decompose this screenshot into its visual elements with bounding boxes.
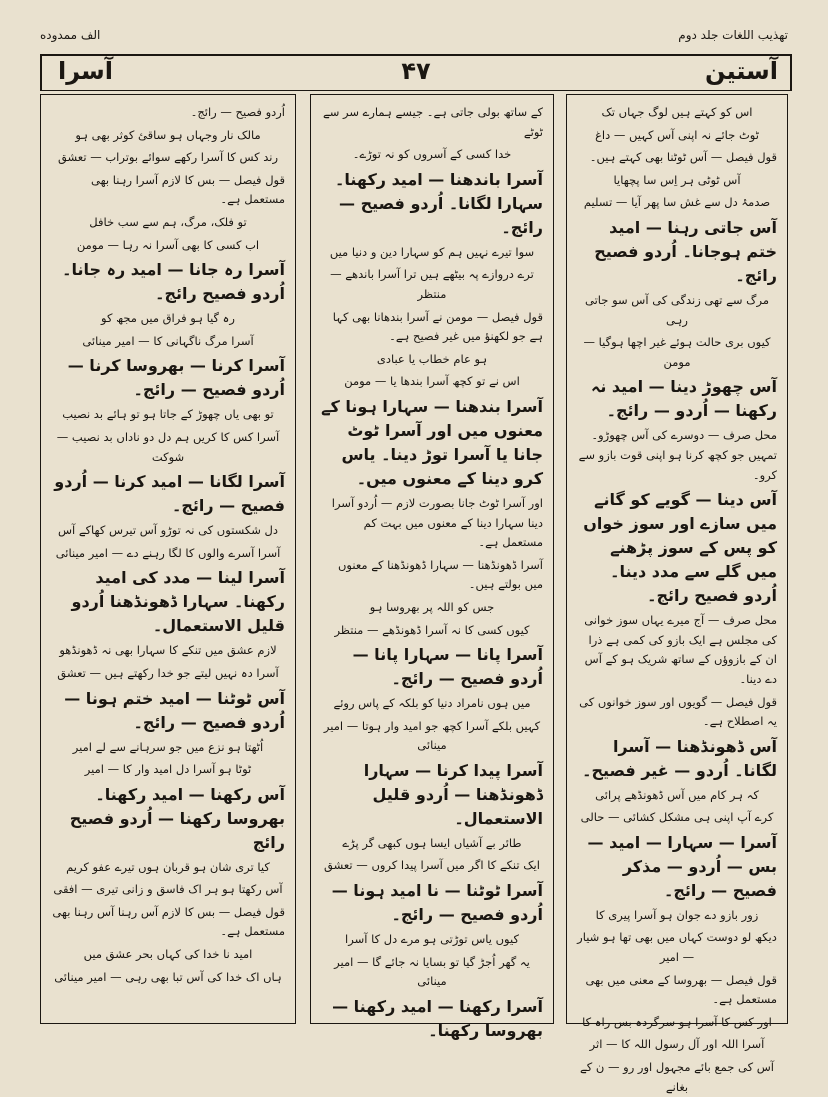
- verse-line: کیوں بری حالت ہوئے غیر اچھا ہوگیا — مومن: [583, 335, 771, 369]
- entry-headword: آسرا لگانا — امید کرنا — اُردو فصیح — رائج۔: [54, 472, 285, 516]
- verse-line: مرگ سے تھی زندگی کی آس سو جاتی رہی: [585, 292, 769, 327]
- verse-line: آس ٹوٹی ہر اِس سا پچھایا: [613, 172, 741, 187]
- verse-line: کہیں بلکے آسرا کچھ جو امید وار ہوتا — امیر مینائی: [323, 718, 541, 753]
- verse-line: مالک نار وجہاں ہو ساقئ کوثر بھی ہو: [75, 127, 261, 142]
- entry-headword: آسرا ٹوٹنا — نا امید ہونا — اُردو فصیح — رائج۔: [331, 881, 543, 925]
- entry-headword: آس دینا — گویے کو گانے میں سازے اور سوز خواں کو پس کے سوز پڑھنے میں گلے سے مدد دینا۔ اُردو فصیح رائج۔: [583, 490, 777, 606]
- verse-line: آس کی جمع بائے مجہول اور رو — ن کے بغانے: [580, 1060, 774, 1094]
- verse-line: اب کسی کا بھی آسرا نہ رہا — مومن: [76, 237, 260, 252]
- verse-line: آسرا اللہ اور آل رسول اللہ کا — اثر: [589, 1037, 765, 1052]
- column-left: [40, 94, 296, 1024]
- section-label: الف ممدوده: [40, 28, 101, 42]
- verse-line: اُٹھتا ہو نزع میں جو سرہانے سے لے امیر: [72, 739, 264, 754]
- entry-text: محل صرف — آج میرے یہاں سوز خوانی کی مجلس ہے ایک بازو کی کمی ہے ذرا ان کے بازوؤں کے ساتھ شریک ہو کے آس دے دینا۔: [584, 613, 777, 686]
- entry-headword: آسرا رہ جانا — امید رہ جانا۔ اُردو فصیح رائج۔: [62, 260, 285, 304]
- verse-line: یہ گھر اُجڑ گیا تو بسایا نہ جائے گا — امیر مینائی: [334, 954, 530, 989]
- column-right: [566, 94, 788, 1094]
- verse-line: صدمۂ دل سے غش سا پھر آیا — تسلیم: [583, 195, 771, 210]
- verse-line: اس کو کہتے ہیں لوگ جہاں تک: [601, 105, 753, 119]
- entry-headword: آسرا بندھنا — سہارا ہونا کے معنوں میں اور آسرا ٹوٹ جانا یا آسرا توڑ دینا۔ یاس کرو دینا کے معنوں میں۔: [321, 396, 543, 488]
- entry-headword: آسرا لینا — مدد کی امید رکھنا۔ سہارا ڈھونڈھنا اُردو قلیل الاستعمال۔: [71, 568, 285, 636]
- verse-line: دل شکستوں کی نہ توڑو آس تیرس کھاکے آس: [57, 523, 279, 538]
- entry-text: قول فیصل — بھروسا کے معنی میں بھی مستعمل ہے۔: [585, 972, 777, 1007]
- verse-line: دیکھ لو دوست کہاں میں بھی تھا ہو شیار — امیر: [577, 930, 777, 965]
- verse-line: ہو عام خطاب یا عبادی: [376, 351, 488, 366]
- column-middle: [310, 94, 554, 1040]
- verse-line: خدا کسی کے آسروں کو نہ توڑے۔: [352, 147, 512, 162]
- entry-text: اُردو فصیح — رائج۔: [190, 105, 285, 119]
- verse-line: اس نے تو کچھ آسرا بندھا یا — مومن: [344, 374, 520, 389]
- verse-line: ٹوٹا ہو آسرا دل امید وار کا — امیر: [84, 762, 252, 777]
- verse-line: کرے آپ اپنی ہی مشکل کشائی — حالی: [580, 810, 774, 825]
- verse-line: رند کس کا آسرا رکھے سوائے بوتراب — تعشق: [57, 150, 279, 165]
- entry-headword: آس جاتی رہنا — امید ختم ہوجانا۔ اُردو فصیح رائج۔: [594, 217, 777, 285]
- verse-line: طائر بے آشیاں ایسا ہوں کبھی گر پڑے: [342, 835, 522, 850]
- entry-headword: آسرا رکھنا — امید رکھنا — بھروسا رکھنا۔: [332, 996, 543, 1040]
- page-number: ۴۷: [401, 57, 431, 85]
- verse-line: آسرا کس کا کریں ہم دل دو ناداں بد نصیب — شوکت: [56, 429, 280, 464]
- entry-text: قول فیصل — آس ٹوٹنا بھی کہتے ہیں۔: [589, 150, 777, 165]
- entry-headword: آس ٹوٹنا — امید ختم ہونا — اُردو فصیح — رائج۔: [64, 688, 285, 732]
- entry-text: قول فیصل — بس کا لازم آسرا رہنا بھی مستعمل ہے۔: [91, 172, 285, 207]
- book-title: تهذيب اللغات جلد دوم: [678, 28, 788, 42]
- page-headband: [40, 54, 792, 91]
- entry-headword: آس چھوڑ دینا — امید نہ رکھنا — اُردو — رائج۔: [590, 377, 777, 421]
- verse-line: کہ ہر کام میں آس ڈھونڈھے پرائی: [595, 787, 759, 802]
- verse-line: ٹوٹ جائے نہ اپنی آس کہیں — داغ: [595, 127, 759, 142]
- entry-headword: آسرا پیدا کرنا — سہارا ڈھونڈھنا — اُردو قلیل الاستعمال۔: [363, 760, 543, 828]
- verse-line: رہ گیا ہو فراق میں مجھ کو: [101, 311, 235, 326]
- entry-headword: آس رکھنا — امید رکھنا۔ بھروسا رکھنا — اُردو فصیح رائج: [69, 784, 285, 852]
- verse-line: ترے دروازے پہ بیٹھے ہیں ترا آسرا باندھے — منتظر: [330, 267, 534, 301]
- entry-headword: آسرا کرنا — بھروسا کرنا — اُردو فصیح — رائج۔: [67, 356, 285, 400]
- running-header: [40, 28, 788, 50]
- entry-headword: آسرا باندھنا — امید رکھنا۔ سہارا لگانا۔ اُردو فصیح — رائج۔: [335, 169, 543, 237]
- verse-line: میں ہوں نامراد دنیا کو بلکہ کے پاس روئے: [333, 696, 531, 711]
- entry-headword: آسرا — سہارا — امید — بس — اُردو — مذکر فصیح — رائج۔: [587, 832, 777, 900]
- entry-headword: آس ڈھونڈھنا — آسرا لگانا۔ اُردو — غیر فصیح۔: [582, 736, 777, 780]
- verse-line: اور کس کا آسرا ہو سرگردہ بس راہ کا: [582, 1014, 772, 1029]
- verse-line: ہاں اک خدا کی آس تبا بھی رہی — امیر مینائی: [54, 969, 282, 984]
- entry-headword: آسرا پانا — سہارا پانا — اُردو فصیح — رائج۔: [352, 645, 543, 689]
- entry-text: قول فیصل — بس کا لازم آس رہنا آس رہنا بھی مستعمل ہے۔: [52, 904, 285, 939]
- first-headword: آستین: [704, 57, 778, 85]
- verse-line: تو فلک، مرگ، ہم سے سب خافل: [89, 214, 247, 229]
- verse-line: جس کو اللہ پر بھروسا ہو: [369, 599, 495, 614]
- verse-line: امید نا خدا کی کہاں بحر عشق میں: [83, 947, 253, 962]
- verse-line: آسرا دہ نہیں لیتے جو خدا رکھتے ہیں — تعشق: [57, 665, 279, 680]
- verse-line: آس رکھتا ہو ہر اک فاسق و زانی تیری — افقی: [53, 882, 283, 897]
- entry-text: اور آسرا ٹوٹ جانا بصورت لازم — اُردو آسرا دینا سہارا دینا کے معنوں میں بہت کم مستعمل ہے۔: [331, 495, 543, 550]
- verse-line: آسرا آسرے والوں کا لگا رہنے دے — امیر مینائی: [55, 545, 281, 560]
- entry-text: قول فیصل — گویوں اور سوز خوانوں کی یہ اصطلاح ہے۔: [579, 694, 777, 729]
- verse-line: لازم عشق میں تنکے کا سہارا بھی نہ ڈھونڈھو: [59, 643, 277, 658]
- verse-line: زور بازو دے جوان ہو آسرا پیری کا: [595, 907, 759, 922]
- verse-line: کیا تری شان ہو قربان ہوں تیرے عفو کریم: [66, 859, 270, 874]
- verse-line: سوا تیرے نہیں ہم کو سہارا دین و دنیا میں: [329, 244, 535, 259]
- entry-text: آسرا ڈھونڈھنا — سہارا ڈھونڈھنا کے معنوں میں بولتے ہیں۔: [337, 557, 543, 592]
- verse-line: آسرا مرگ ناگہانی کا — امیر مینائی: [82, 333, 254, 348]
- entry-text: قول فیصل — مومن نے آسرا بندھانا بھی کہا ہے جو لکھنؤ میں غیر فصیح ہے۔: [332, 309, 543, 344]
- verse-line: کیوں کسی کا نہ آسرا ڈھونڈھے — منتظر: [334, 622, 530, 637]
- entry-text: کے ساتھ بولی جاتی ہے۔ جیسے ہمارے سر سے ٹوٹے: [322, 105, 543, 139]
- last-headword: آسرا: [58, 57, 113, 85]
- entry-text: محل صرف — دوسرے کی آس چھوڑو۔ تمہیں جو کچھ کرنا ہو اپنی قوت بازو سے کرو۔: [578, 428, 777, 482]
- verse-line: کیوں یاس توڑتی ہو مرے دل کا آسرا: [345, 932, 519, 947]
- verse-line: تو بھی یاں چھوڑ کے جاتا ہو تو ہائے بد نصیب: [62, 407, 274, 422]
- verse-line: ایک تنکے کا اگر میں آسرا پیدا کروں — تعشق: [324, 858, 540, 873]
